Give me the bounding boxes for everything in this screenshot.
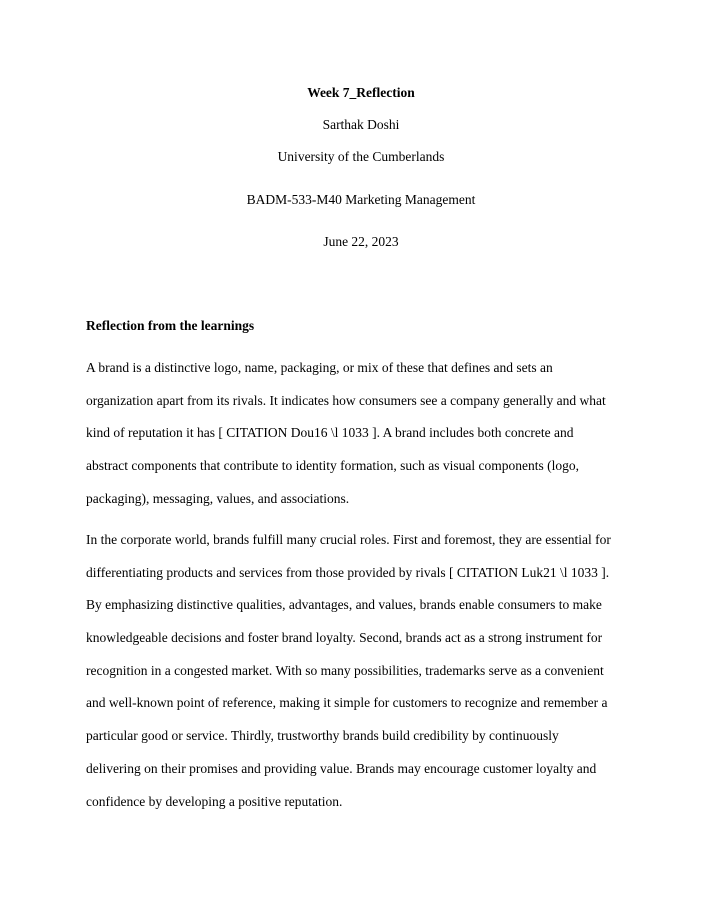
section-heading: Reflection from the learnings — [86, 318, 255, 333]
author-name: Sarthak Doshi — [322, 117, 400, 132]
paragraph-line: and well-known point of reference, making it simple for customers to recognize and remember a — [86, 695, 608, 711]
paragraph-line: particular good or service. Thirdly, trustworthy brands build credibility by continuously — [86, 728, 559, 744]
paragraph-line: delivering on their promises and providing value. Brands may encourage customer loyalty and — [86, 760, 597, 776]
paragraph-line: confidence by developing a positive reputation. — [86, 793, 343, 809]
university-name: University of the Cumberlands — [277, 149, 445, 164]
paragraph-1 — [86, 359, 646, 522]
paragraph-2 — [86, 531, 646, 825]
paragraph-line: A brand is a distinctive logo, name, packaging, or mix of these that defines and sets an — [86, 360, 553, 375]
paragraph-line: abstract components that contribute to identity formation, such as visual components (logo, — [86, 458, 580, 474]
paragraph-line: packaging), messaging, values, and associations. — [86, 490, 350, 506]
paragraph-line: By emphasizing distinctive qualities, advantages, and values, brands enable consumers to make — [86, 597, 602, 613]
document-date: June 22, 2023 — [323, 234, 399, 249]
paragraph-line: differentiating products and services from those provided by rivals [ CITATION Luk21 \l 1033 ]. — [86, 564, 610, 580]
paragraph-line: recognition in a congested market. With so many possibilities, trademarks serve as a convenient — [86, 662, 604, 678]
paragraph-line: kind of reputation it has [ CITATION Dou16 \l 1033 ]. A brand includes both concrete and — [86, 425, 574, 441]
paragraph-line: In the corporate world, brands fulfill many crucial roles. First and foremost, they are essential for — [86, 532, 611, 547]
document-title: Week 7_Reflection — [307, 85, 415, 100]
course-name: BADM-533-M40 Marketing Management — [246, 192, 476, 207]
paragraph-line: knowledgeable decisions and foster brand loyalty. Second, brands act as a strong instrument for — [86, 630, 603, 646]
paragraph-line: organization apart from its rivals. It indicates how consumers see a company generally and what — [86, 392, 606, 408]
